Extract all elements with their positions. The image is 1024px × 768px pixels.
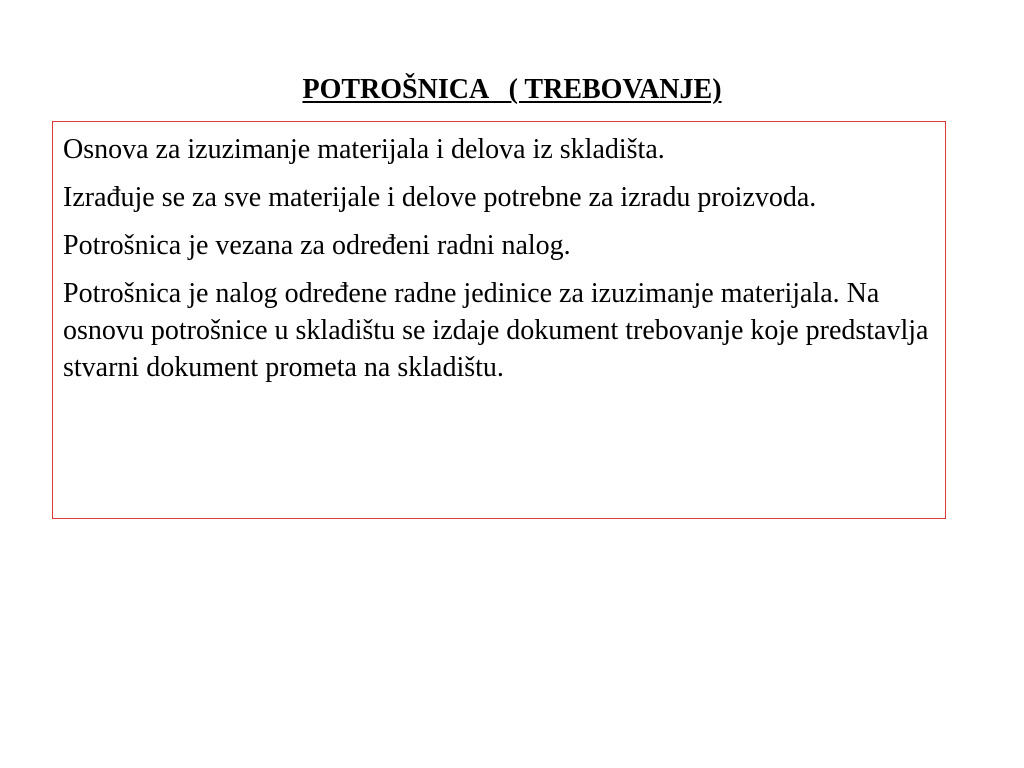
- paragraph-purpose: Osnova za izuzimanje materijala i delova iz skladišta.: [63, 134, 665, 165]
- paragraph-work-order: Potrošnica je vezana za određeni radni nalog.: [63, 230, 571, 261]
- slide-title-text: POTROŠNICA ( TREBOVANJE): [302, 74, 722, 105]
- paragraph-scope: Izrađuje se za sve materijale i delove potrebne za izradu proizvoda.: [63, 182, 817, 213]
- paragraph-definition: Potrošnica je nalog određene radne jedinice za izuzimanje materijala. Na osnovu potrošnice u skladištu se izdaje dokument trebovanje koje predstavlja stvarni dokument prometa na skladištu.: [63, 278, 929, 383]
- content-box: [52, 121, 946, 519]
- slide-title: [0, 42, 1010, 106]
